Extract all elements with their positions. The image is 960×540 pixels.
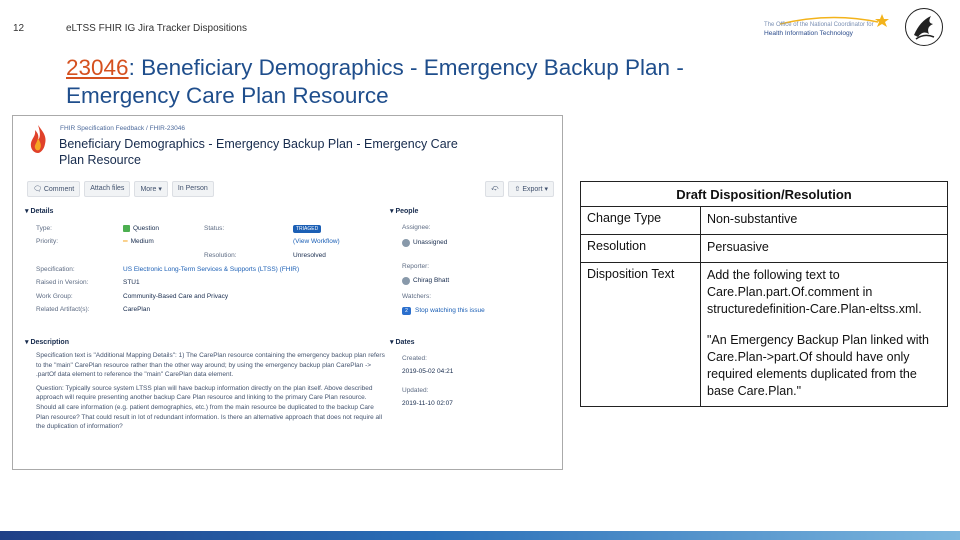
related-artifact-label: Related Artifact(s): [36,306,90,313]
status-badge[interactable]: TRIAGED [293,225,321,233]
issue-title: Beneficiary Demographics - Emergency Backup Plan - Emergency Care Plan Resource [59,137,458,167]
priority-value-text: Medium [130,238,154,245]
change-type-value: Non-substantive [701,207,948,235]
disposition-text-body: Add the following text to Care.Plan.part.Of.comment in structuredefinition-Care.Plan-eltss.xml. [707,268,922,316]
in-person-label: In Person [177,185,208,192]
status-label: Status: [204,225,225,232]
export-label: Export [522,186,543,193]
table-row [581,235,948,263]
resolution-value: Unresolved [293,252,326,259]
reporter-value[interactable]: Chirag Bhatt [413,277,450,284]
share-icon: ⤽ [491,185,499,192]
breadcrumb[interactable]: FHIR Specification Feedback / FHIR-23046 [60,125,185,132]
created-value: 2019-05-02 04:21 [402,368,454,375]
description-paragraph: Specification text is "Additional Mapping Details": 1) The CarePlan resource containing the emergency backup plan refers to the "main" CarePlan resource rather than the other way around; by using the emergency backup plan CarePlan -> .partOf data element to reference the "main" CarePlan data element. [36,352,385,379]
specification-value[interactable]: US Electronic Long-Term Services & Supports (LTSS) (FHIR) [123,266,300,273]
toolbar-right [485,181,554,197]
priority-value [123,238,154,245]
jira-screenshot [12,115,563,470]
resolution-key: Resolution [581,235,701,263]
description-body [36,351,386,436]
dates-heading[interactable]: ▾ Dates [390,339,415,346]
table-row [581,207,948,235]
onc-logo [760,12,892,44]
footer-gradient-bar [0,531,960,540]
fhir-flame-icon [27,124,49,154]
comment-button[interactable]: 🗨 Comment [27,181,80,197]
description-paragraph: Question: Typically source system LTSS plan will have backup information directly on the plan itself. Above described approach will require presenting another backup Care Plan resource and linking to the primary Care Plan resource. Should all care information (e.g. patient demographics, etc.) from the main resource be duplicated to the backup Care Plan resource? That could result in lot of redundant information. Is there an alternative approach that does not require all the duplication of information? [36,384,383,431]
slide-title-text: : Beneficiary Demographics - Emergency Backup Plan - Emergency Care Plan Resource [66,55,684,108]
priority-medium-icon: ═ [123,238,128,245]
work-group-label: Work Group: [36,293,73,300]
people-heading-label: People [395,208,419,215]
updated-label: Updated: [402,387,429,394]
reporter-label: Reporter: [402,263,430,270]
disposition-header: Draft Disposition/Resolution [581,182,948,207]
more-button[interactable] [134,181,167,197]
priority-label: Priority: [36,238,59,245]
avatar [402,239,410,247]
disposition-text-key: Disposition Text [581,263,701,407]
description-heading-label: Description [30,339,69,346]
description-heading[interactable]: ▾ Description [25,339,69,346]
hhs-eagle-icon [904,7,944,47]
avatar [402,277,410,285]
in-person-button[interactable] [172,181,214,197]
slide-title [66,54,746,110]
onc-logo-line1: The Office of the National Coordinator for [764,22,874,28]
disposition-quote: "An Emergency Backup Plan linked with Care.Plan->part.Of should have only required elements duplicated from the base Care.Plan." [707,333,929,398]
issue-id-link[interactable]: 23046 [66,55,129,80]
resolution-value: Persuasive [701,235,948,263]
attach-files-label: Attach files [90,185,125,192]
disposition-table [580,181,948,407]
question-icon [123,225,130,232]
table-row [581,263,948,407]
work-group-value: Community-Based Care and Privacy [123,293,229,300]
details-heading-label: Details [30,208,54,215]
share-button[interactable] [485,181,504,197]
star-swoosh-icon [760,12,892,44]
change-type-key: Change Type [581,207,701,235]
type-value [123,225,159,232]
type-label: Type: [36,225,52,232]
disposition-text-value [701,263,948,407]
slide-number: 12 [13,23,25,34]
related-artifact-value: CarePlan [123,306,151,313]
export-icon: ⇧ [514,186,521,193]
stop-watching-link[interactable]: Stop watching this issue [415,307,485,314]
type-value-text: Question [133,225,160,233]
raised-version-label: Raised in Version: [36,279,89,286]
details-heading[interactable]: ▾ Details [25,208,54,215]
issue-toolbar [27,181,214,197]
specification-label: Specification: [36,266,75,273]
resolution-label: Resolution: [204,252,237,259]
table-header-row [581,182,948,207]
dates-heading-label: Dates [395,339,415,346]
slide-header: eLTSS FHIR IG Jira Tracker Dispositions [66,23,247,34]
updated-value: 2019-11-10 02:07 [402,400,453,407]
watchers-label: Watchers: [402,293,432,300]
comment-label: Comment [43,186,75,193]
people-heading[interactable]: ▾ People [390,208,419,215]
created-label: Created: [402,355,427,362]
view-workflow-link[interactable]: (View Workflow) [293,238,340,245]
attach-files-button[interactable] [84,181,130,197]
assignee-label: Assignee: [402,224,431,231]
chevron-down-icon: ▾ [544,186,549,193]
onc-logo-line2: Health Information Technology [764,30,853,37]
export-button[interactable] [508,181,554,197]
chevron-down-icon: ▾ [158,186,162,193]
raised-version-value: STU1 [123,279,140,286]
more-label: More [140,186,157,193]
assignee-value[interactable]: Unassigned [413,239,448,246]
watchers-count: 2 [402,307,411,315]
